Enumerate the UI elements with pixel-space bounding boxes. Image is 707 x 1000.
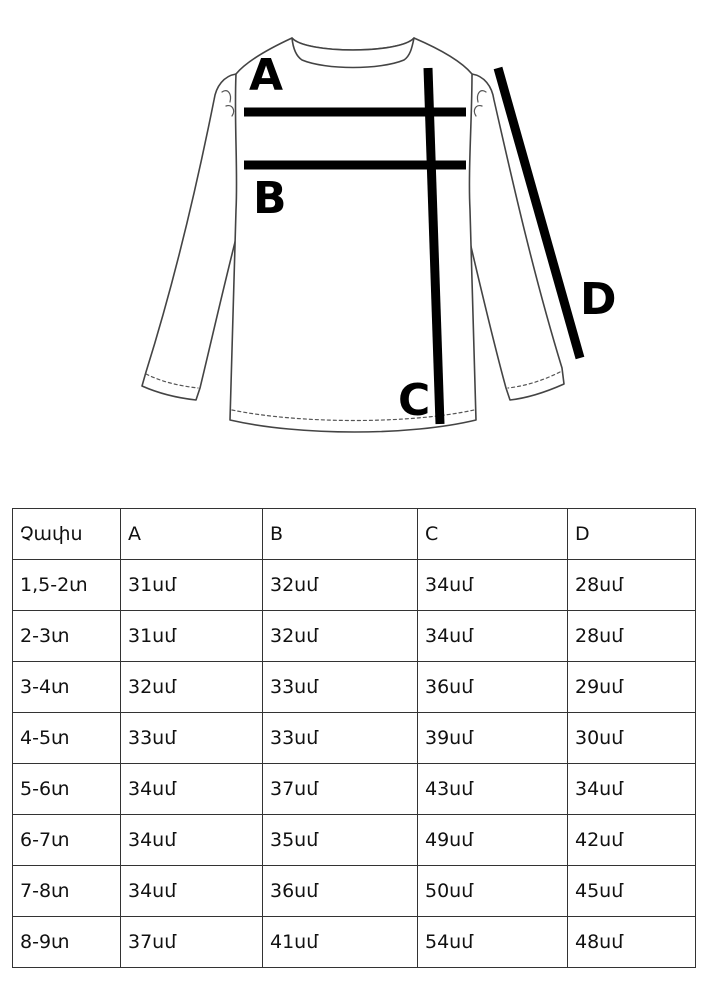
header-b: B xyxy=(263,509,418,560)
cell-a: 31սմ xyxy=(121,611,263,662)
table-row xyxy=(13,815,696,866)
cell-c: 34սմ xyxy=(418,560,568,611)
table-row xyxy=(13,713,696,764)
header-a: A xyxy=(121,509,263,560)
cell-a: 34սմ xyxy=(121,866,263,917)
cell-d: 45սմ xyxy=(568,866,696,917)
cell-c: 39սմ xyxy=(418,713,568,764)
left-sleeve xyxy=(142,74,246,400)
size-chart-table xyxy=(12,508,696,968)
header-d: D xyxy=(568,509,696,560)
table-row xyxy=(13,611,696,662)
table-row xyxy=(13,866,696,917)
cell-d: 30սմ xyxy=(568,713,696,764)
label-d: D xyxy=(580,274,617,325)
label-c: C xyxy=(398,375,431,426)
cell-size: 6-7տ xyxy=(13,815,121,866)
cell-d: 28սմ xyxy=(568,611,696,662)
cell-d: 34սմ xyxy=(568,764,696,815)
cell-size: 8-9տ xyxy=(13,917,121,968)
cell-c: 50սմ xyxy=(418,866,568,917)
cell-a: 32սմ xyxy=(121,662,263,713)
cell-d: 42սմ xyxy=(568,815,696,866)
cell-b: 36սմ xyxy=(263,866,418,917)
label-a: A xyxy=(249,50,284,101)
cell-c: 43սմ xyxy=(418,764,568,815)
cell-size: 1,5-2տ xyxy=(13,560,121,611)
cell-d: 28սմ xyxy=(568,560,696,611)
cell-size: 2-3տ xyxy=(13,611,121,662)
cell-d: 29սմ xyxy=(568,662,696,713)
table-row xyxy=(13,917,696,968)
sweater-drawing xyxy=(0,0,707,470)
table-row xyxy=(13,560,696,611)
table-row xyxy=(13,764,696,815)
table-row xyxy=(13,662,696,713)
cell-size: 5-6տ xyxy=(13,764,121,815)
cell-size: 7-8տ xyxy=(13,866,121,917)
cell-c: 49սմ xyxy=(418,815,568,866)
cell-a: 34սմ xyxy=(121,815,263,866)
table-header-row xyxy=(13,509,696,560)
cell-d: 48սմ xyxy=(568,917,696,968)
collar xyxy=(292,38,414,68)
cell-size: 4-5տ xyxy=(13,713,121,764)
cell-b: 35սմ xyxy=(263,815,418,866)
cell-size: 3-4տ xyxy=(13,662,121,713)
cell-c: 34սմ xyxy=(418,611,568,662)
cell-a: 31սմ xyxy=(121,560,263,611)
label-b: B xyxy=(253,173,287,224)
cell-a: 34սմ xyxy=(121,764,263,815)
cell-c: 54սմ xyxy=(418,917,568,968)
header-size: Չափս xyxy=(13,509,121,560)
cell-b: 32սմ xyxy=(263,560,418,611)
cell-c: 36սմ xyxy=(418,662,568,713)
header-c: C xyxy=(418,509,568,560)
cell-b: 32սմ xyxy=(263,611,418,662)
cell-b: 33սմ xyxy=(263,713,418,764)
cell-b: 37սմ xyxy=(263,764,418,815)
cell-b: 33սմ xyxy=(263,662,418,713)
cell-a: 33սմ xyxy=(121,713,263,764)
cell-b: 41սմ xyxy=(263,917,418,968)
cell-a: 37սմ xyxy=(121,917,263,968)
sweater-measurement-diagram xyxy=(0,0,707,470)
